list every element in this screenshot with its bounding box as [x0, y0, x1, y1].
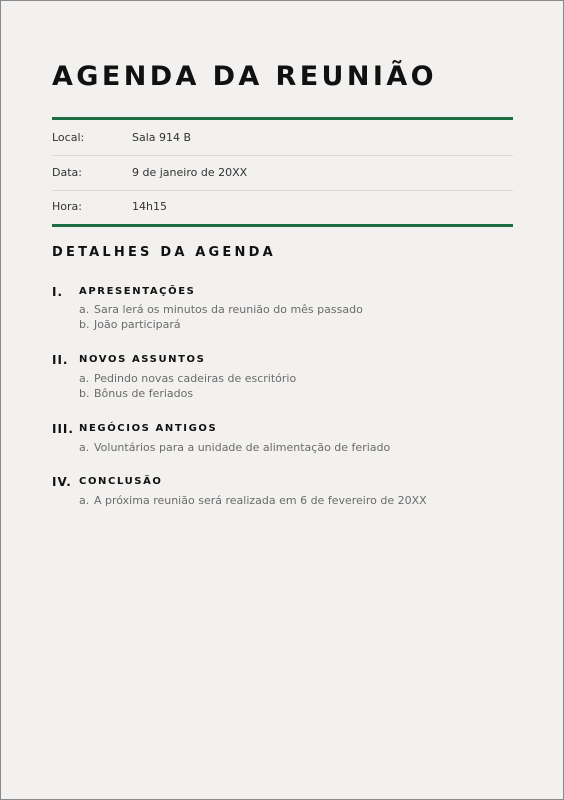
info-row-local [52, 120, 513, 156]
section-numeral: II. [52, 353, 69, 367]
info-value: 9 de janeiro de 20XX [132, 166, 248, 179]
info-label: Hora: [52, 200, 82, 213]
subitem-marker: a. [79, 441, 90, 454]
agenda-details-heading: DETALHES DA AGENDA [52, 245, 276, 260]
agenda-subitem [79, 318, 181, 331]
document-title: AGENDA DA REUNIÃO [52, 61, 437, 92]
info-row-hora [52, 189, 513, 224]
subitem-text: João participará [94, 318, 181, 331]
section-heading: NEGÓCIOS ANTIGOS [79, 423, 218, 434]
subitem-text: A próxima reunião será realizada em 6 de fevereiro de 20XX [94, 494, 427, 507]
subitem-text: Sara lerá os minutos da reunião do mês passado [94, 303, 363, 316]
subitem-marker: a. [79, 372, 90, 385]
subitem-text: Bônus de feriados [94, 387, 194, 400]
section-numeral: I. [52, 285, 64, 299]
info-value: Sala 914 B [132, 131, 192, 144]
info-value: 14h15 [132, 200, 167, 213]
info-label: Local: [52, 131, 85, 144]
info-label: Data: [52, 166, 82, 179]
subitem-marker: a. [79, 303, 90, 316]
section-heading: CONCLUSÃO [79, 476, 163, 487]
subitem-marker: b. [79, 387, 90, 400]
section-numeral: III. [52, 422, 74, 436]
info-row-data [52, 155, 513, 191]
agenda-subitem [79, 303, 363, 316]
agenda-subitem [79, 387, 193, 400]
agenda-subitem [79, 441, 390, 454]
subitem-text: Pedindo novas cadeiras de escritório [94, 372, 297, 385]
section-heading: APRESENTAÇÕES [79, 286, 196, 297]
section-heading: NOVOS ASSUNTOS [79, 354, 206, 365]
subitem-marker: a. [79, 494, 90, 507]
subitem-text: Voluntários para a unidade de alimentação de feriado [94, 441, 391, 454]
subitem-marker: b. [79, 318, 90, 331]
section-numeral: IV. [52, 475, 72, 489]
agenda-subitem [79, 494, 427, 507]
bottom-rule [52, 224, 513, 227]
agenda-subitem [79, 372, 296, 385]
